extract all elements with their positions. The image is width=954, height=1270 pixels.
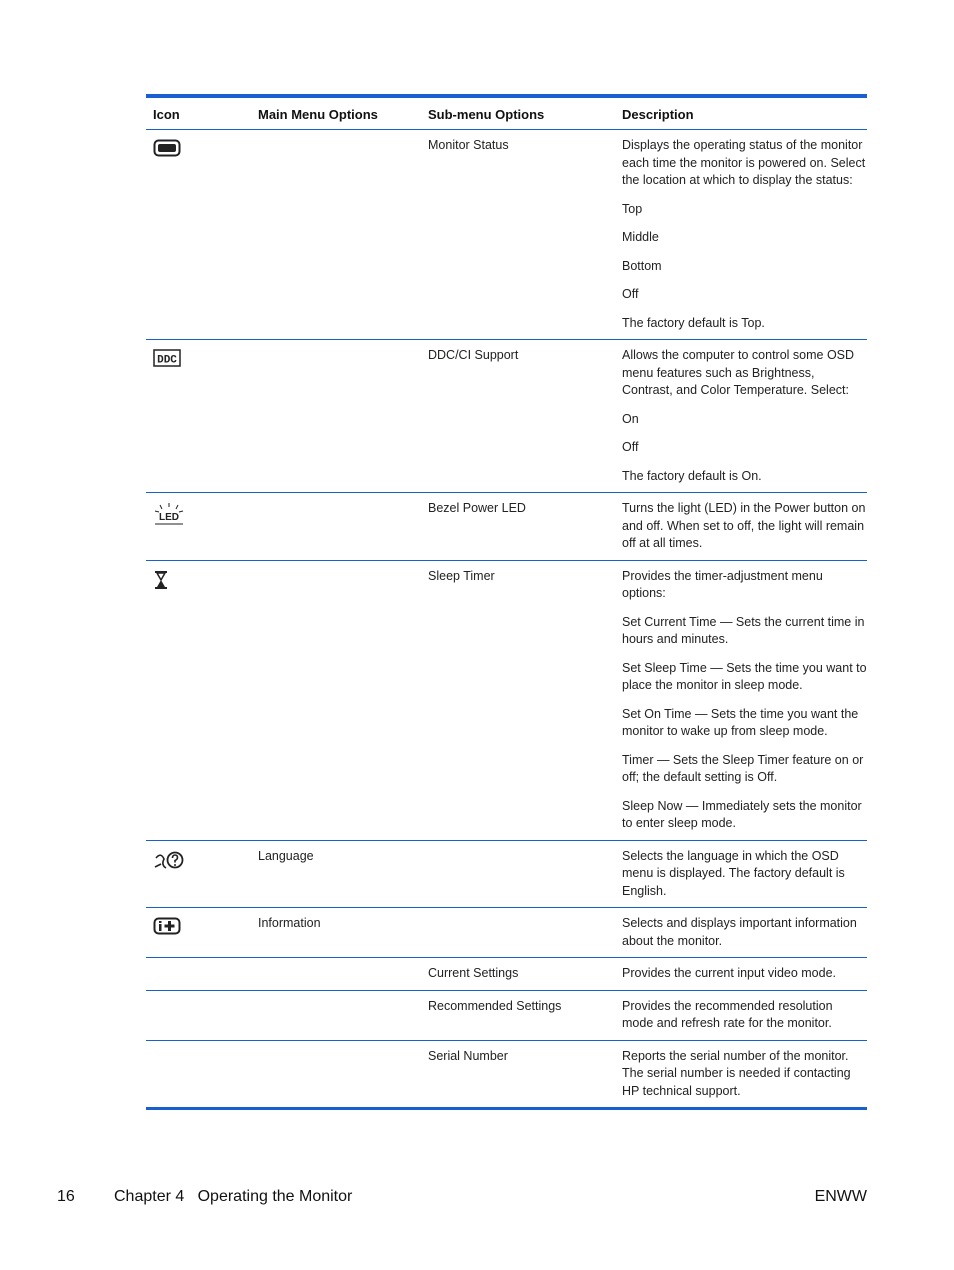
ddc-icon-text: DDC xyxy=(157,354,177,367)
description-paragraph: Timer — Sets the Sleep Timer feature on or off; the default setting is Off. xyxy=(622,752,864,784)
description-cell xyxy=(622,493,867,560)
table-row xyxy=(146,841,867,909)
information-icon xyxy=(153,917,181,941)
description-cell xyxy=(622,908,867,957)
language-icon xyxy=(153,850,185,878)
description-paragraph: The factory default is Top. xyxy=(622,315,765,330)
chapter-title: Chapter 4 Operating the Monitor xyxy=(114,1188,353,1205)
icon-cell xyxy=(146,130,258,339)
header-icon: Icon xyxy=(153,107,180,122)
sub-menu-cell: Bezel Power LED xyxy=(428,501,526,515)
description-cell xyxy=(622,340,867,492)
main-menu-cell xyxy=(258,958,428,990)
main-menu-cell xyxy=(258,991,428,1040)
description-paragraph: Turns the light (LED) in the Power button on and off. When set to off, the light will remain off at all times. xyxy=(622,501,866,550)
description-paragraph: Set Sleep Time — Sets the time you want to place the monitor in sleep mode. xyxy=(622,660,867,692)
main-menu-cell xyxy=(258,561,428,840)
description-paragraph: Off xyxy=(622,287,639,301)
page-number: 16 xyxy=(57,1188,75,1205)
sub-menu-cell: DDC/CI Support xyxy=(428,348,519,362)
description-paragraph: Selects and displays important information about the monitor. xyxy=(622,916,857,948)
description-paragraph: Sleep Now — Immediately sets the monitor to enter sleep mode. xyxy=(622,798,862,830)
main-menu-cell xyxy=(258,130,428,339)
table-body xyxy=(146,130,867,1107)
icon-cell xyxy=(146,908,258,957)
description-paragraph: Middle xyxy=(622,230,659,244)
description-paragraph: Bottom xyxy=(622,258,662,273)
table-row xyxy=(146,561,867,841)
table-row xyxy=(146,991,867,1041)
header-sub-menu: Sub-menu Options xyxy=(428,107,545,122)
table-row xyxy=(146,1041,867,1108)
description-paragraph: Set On Time — Sets the time you want the monitor to wake up from sleep mode. xyxy=(622,706,859,738)
description-paragraph: Provides the recommended resolution mode and refresh rate for the monitor. xyxy=(622,998,833,1030)
table-header xyxy=(146,98,867,130)
hourglass-icon xyxy=(153,570,169,596)
description-paragraph: On xyxy=(622,411,639,426)
icon-cell xyxy=(146,340,258,492)
description-cell xyxy=(622,1041,867,1108)
led-icon-text: LED xyxy=(159,512,179,523)
description-cell xyxy=(622,841,867,908)
description-cell xyxy=(622,130,867,339)
monitor-status-icon xyxy=(153,139,181,163)
description-paragraph: Set Current Time — Sets the current time in hours and minutes. xyxy=(622,614,865,646)
description-paragraph: Allows the computer to control some OSD menu features such as Brightness, Contrast, and Color Temperature. Select: xyxy=(622,348,855,397)
description-paragraph: Off xyxy=(622,440,639,454)
locale-code: ENWW xyxy=(814,1188,867,1205)
main-menu-cell: Information xyxy=(258,916,321,930)
sub-menu-cell: Monitor Status xyxy=(428,138,509,152)
main-menu-cell xyxy=(258,493,428,560)
osd-menu-table xyxy=(146,94,867,1110)
icon-cell xyxy=(146,493,258,560)
description-cell xyxy=(622,561,867,840)
description-paragraph: The factory default is On. xyxy=(622,468,762,483)
sub-menu-cell: Current Settings xyxy=(428,966,519,980)
description-paragraph: Provides the current input video mode. xyxy=(622,966,837,980)
icon-cell xyxy=(146,958,258,990)
sub-menu-cell: Recommended Settings xyxy=(428,998,562,1013)
sub-menu-cell xyxy=(428,908,622,957)
description-paragraph: Selects the language in which the OSD menu is displayed. The factory default is English. xyxy=(622,848,845,898)
table-row xyxy=(146,908,867,958)
led-icon xyxy=(153,502,185,534)
table-row xyxy=(146,130,867,340)
header-description: Description xyxy=(622,107,694,122)
main-menu-cell xyxy=(258,340,428,492)
sub-menu-cell: Sleep Timer xyxy=(428,568,495,583)
description-cell xyxy=(622,991,867,1040)
description-cell xyxy=(622,958,867,990)
icon-cell xyxy=(146,561,258,840)
description-paragraph: Top xyxy=(622,201,643,216)
header-main-menu: Main Menu Options xyxy=(258,107,378,122)
icon-cell xyxy=(146,991,258,1040)
sub-menu-cell xyxy=(428,841,622,908)
description-paragraph: Provides the timer-adjustment menu options: xyxy=(622,568,823,600)
sub-menu-cell: Serial Number xyxy=(428,1048,508,1063)
icon-cell xyxy=(146,1041,258,1108)
description-paragraph: Reports the serial number of the monitor. The serial number is needed if contacting HP technical support. xyxy=(622,1048,851,1098)
description-paragraph: Displays the operating status of the monitor each time the monitor is powered on. Select the location at which to display the status: xyxy=(622,138,866,187)
main-menu-cell xyxy=(258,1041,428,1108)
icon-cell xyxy=(146,841,258,908)
table-row xyxy=(146,958,867,991)
main-menu-cell: Language xyxy=(258,848,314,863)
table-row xyxy=(146,493,867,561)
ddc-icon xyxy=(153,349,181,373)
table-row xyxy=(146,340,867,493)
